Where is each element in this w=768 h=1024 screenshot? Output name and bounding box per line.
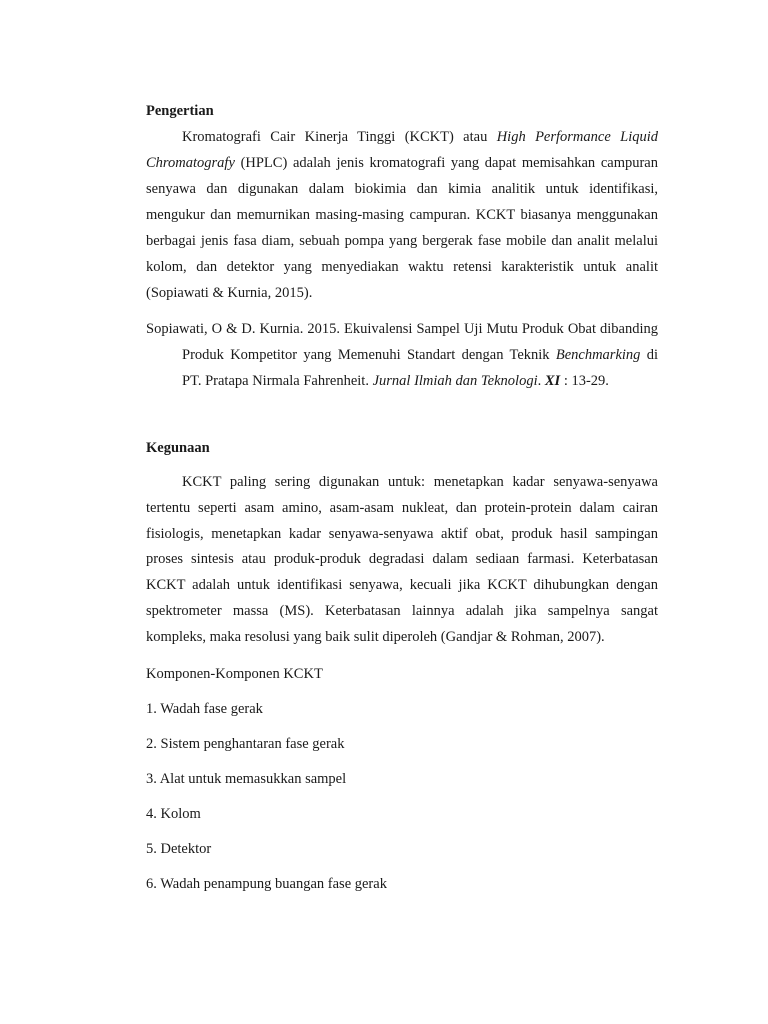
document-page xyxy=(146,98,658,897)
reference-volume: XI xyxy=(544,373,561,389)
list-item: 6. Wadah penampung buangan fase gerak xyxy=(146,875,387,892)
komponen-title: Komponen-Komponen KCKT xyxy=(146,665,323,682)
kegunaan-text: KCKT paling sering digunakan untuk: menetapkan kadar senyawa-senyawa tertentu seperti asam amino, asam-asam nukleat, dan protein-protein dalam cairan fisiologis, menetapkan kadar senyawa-senyawa aktif obat, produk hasil sampingan proses sintesis atau produk-produk degradasi dalam sediaan farmasi. Keterbatasan KCKT adalah untuk identifikasi senyawa, kecuali jika KCKT dihubungkan dengan spektrometer massa (MS). Keterbatasan lainnya adalah jika sampelnya sangat kompleks, maka resolusi yang baik sulit diperoleh (Gandjar & Rohman, 2007). xyxy=(146,474,658,645)
list-item: 3. Alat untuk memasukkan sampel xyxy=(146,770,347,787)
heading-kegunaan: Kegunaan xyxy=(146,440,210,456)
komponen-list xyxy=(146,696,658,897)
reference-pages: : 13-29. xyxy=(560,373,609,389)
komponen-section xyxy=(146,661,658,897)
list-item: 2. Sistem penghantaran fase gerak xyxy=(146,735,345,752)
pengertian-rest: (HPLC) adalah jenis kromatografi yang dapat memisahkan campuran senyawa dan digunakan dalam biokimia dan kimia analitik untuk identifikasi, mengukur dan memurnikan masing-masing campuran. KCKT biasanya menggunakan berbagai jenis fasa diam, sebuah pompa yang bergerak fase mobile dan analit melalui kolom, dan detektor yang menyediakan waktu retensi karakteristik untuk analit (Sopiawati & Kurnia, 2015). xyxy=(146,155,658,301)
pengertian-paragraph xyxy=(146,124,658,306)
list-item: 4. Kolom xyxy=(146,805,201,822)
reference-part2: di PT. Pratapa Nirmala Fahrenheit. xyxy=(182,347,659,389)
reference-italic-benchmarking: Benchmarking xyxy=(555,347,641,363)
reference-journal: Jurnal Ilmiah dan Teknologi xyxy=(372,373,538,389)
reference-part3: . xyxy=(537,373,545,389)
kegunaan-paragraph xyxy=(146,470,658,651)
list-item: 1. Wadah fase gerak xyxy=(146,700,263,717)
reference-entry xyxy=(146,316,658,394)
section-pengertian xyxy=(146,98,658,394)
pengertian-italic-term: High Performance Liquid Chromatografy xyxy=(146,129,658,171)
reference-part1: Sopiawati, O & D. Kurnia. 2015. Ekuivalensi Sampel Uji Mutu Produk Obat dibanding Produk Kompetitor yang Memenuhi Standart dengan Teknik xyxy=(146,321,658,363)
pengertian-intro: Kromatografi Cair Kinerja Tinggi (KCKT) atau xyxy=(182,129,497,145)
heading-pengertian: Pengertian xyxy=(146,103,214,119)
section-kegunaan xyxy=(146,435,658,897)
list-item: 5. Detektor xyxy=(146,840,212,857)
